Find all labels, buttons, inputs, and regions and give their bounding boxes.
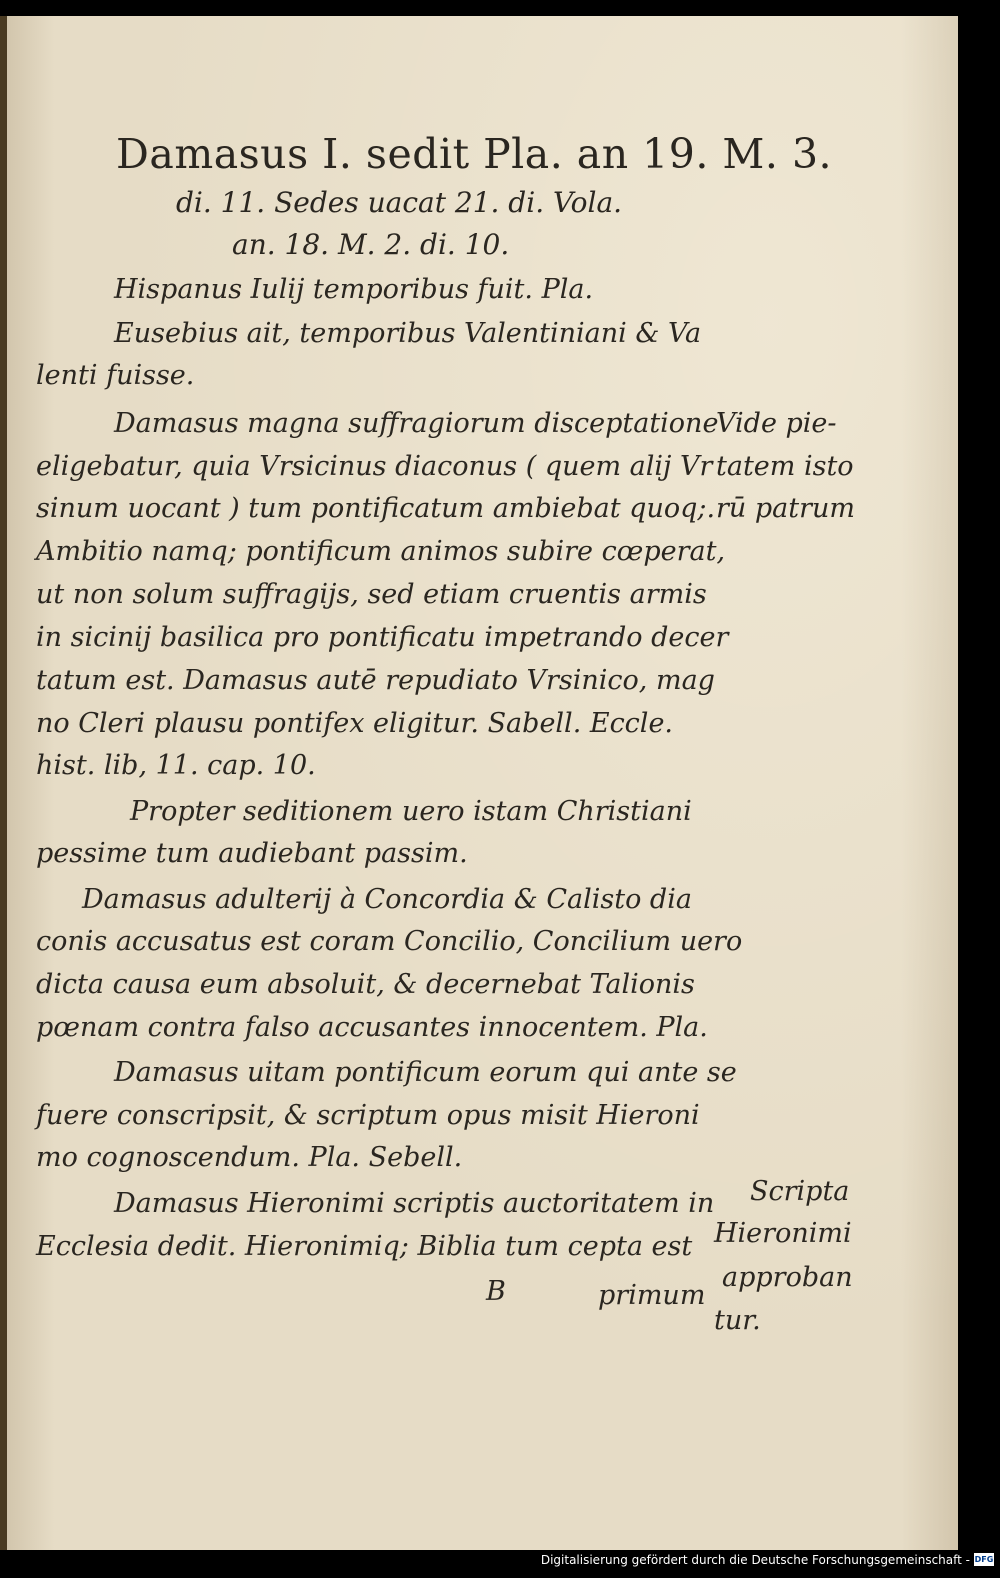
body-line: Damasus uitam pontificum eorum qui ante se (114, 1057, 737, 1088)
body-line: conis accusatus est coram Concilio, Concilium uero (36, 926, 743, 957)
margin-note: Hieronimi (714, 1218, 852, 1249)
body-line: lenti fuisse. (36, 360, 195, 391)
body-line: tatum est. Damasus autē repudiato Vrsinico, mag (36, 665, 715, 696)
heading-subline: an. 18. M. 2. di. 10. (232, 228, 510, 261)
heading-subline: di. 11. Sedes uacat 21. di. Vola. (176, 186, 623, 219)
margin-note: approban (722, 1262, 853, 1293)
body-line: hist. lib, 11. cap. 10. (36, 750, 316, 781)
margin-note: rū patrum (716, 493, 856, 524)
body-line: ut non solum suffragijs, sed etiam cruentis armis (36, 579, 707, 610)
margin-note: tur. (714, 1305, 761, 1336)
body-line: eligebatur, quia Vrsicinus diaconus ( quem alij Vr (36, 451, 713, 482)
catchword: primum (598, 1280, 706, 1311)
body-line: fuere conscripsit, & scriptum opus misit Hieroni (36, 1100, 700, 1131)
body-line: pessime tum audiebant passim. (36, 838, 468, 869)
body-line: Ambitio namq; pontificum animos subire cœperat, (36, 536, 726, 567)
dfg-logo: DFG (974, 1555, 994, 1564)
body-line: no Cleri plausu pontifex eligitur. Sabell. Eccle. (36, 708, 674, 739)
page-heading: Damasus I. sedit Pla. an 19. M. 3. (116, 130, 833, 178)
body-line: mo cognoscendum. Pla. Sebell. (36, 1142, 463, 1173)
body-line: Damasus magna suffragiorum disceptatione (114, 408, 719, 439)
book-gutter (0, 16, 7, 1550)
body-line: Ecclesia dedit. Hieronimiq; Biblia tum cepta est (36, 1231, 693, 1262)
margin-note: Vide pie- (716, 408, 837, 439)
body-line: Eusebius ait, temporibus Valentiniani & Va (114, 318, 702, 349)
margin-note: Scripta (750, 1176, 850, 1207)
body-line: in sicinij basilica pro pontificatu impetrando decer (36, 622, 729, 653)
body-line: Damasus Hieronimi scriptis auctoritatem in (114, 1188, 715, 1219)
body-line: sinum uocant ) tum pontificatum ambiebat quoq;. (36, 493, 716, 524)
signature-mark: B (486, 1276, 506, 1307)
funding-credit: Digitalisierung gefördert durch die Deutsche Forschungsgemeinschaft - (540, 1553, 970, 1567)
margin-note: tatem isto (716, 451, 854, 482)
body-line: Propter seditionem uero istam Christiani (130, 796, 692, 827)
body-line: pœnam contra falso accusantes innocentem. Pla. (36, 1012, 708, 1043)
body-line: dicta causa eum absoluit, & decernebat Talionis (36, 969, 695, 1000)
body-line: Damasus adulterij à Concordia & Calisto dia (82, 884, 692, 915)
body-line: Hispanus Iulij temporibus fuit. Pla. (114, 274, 594, 305)
